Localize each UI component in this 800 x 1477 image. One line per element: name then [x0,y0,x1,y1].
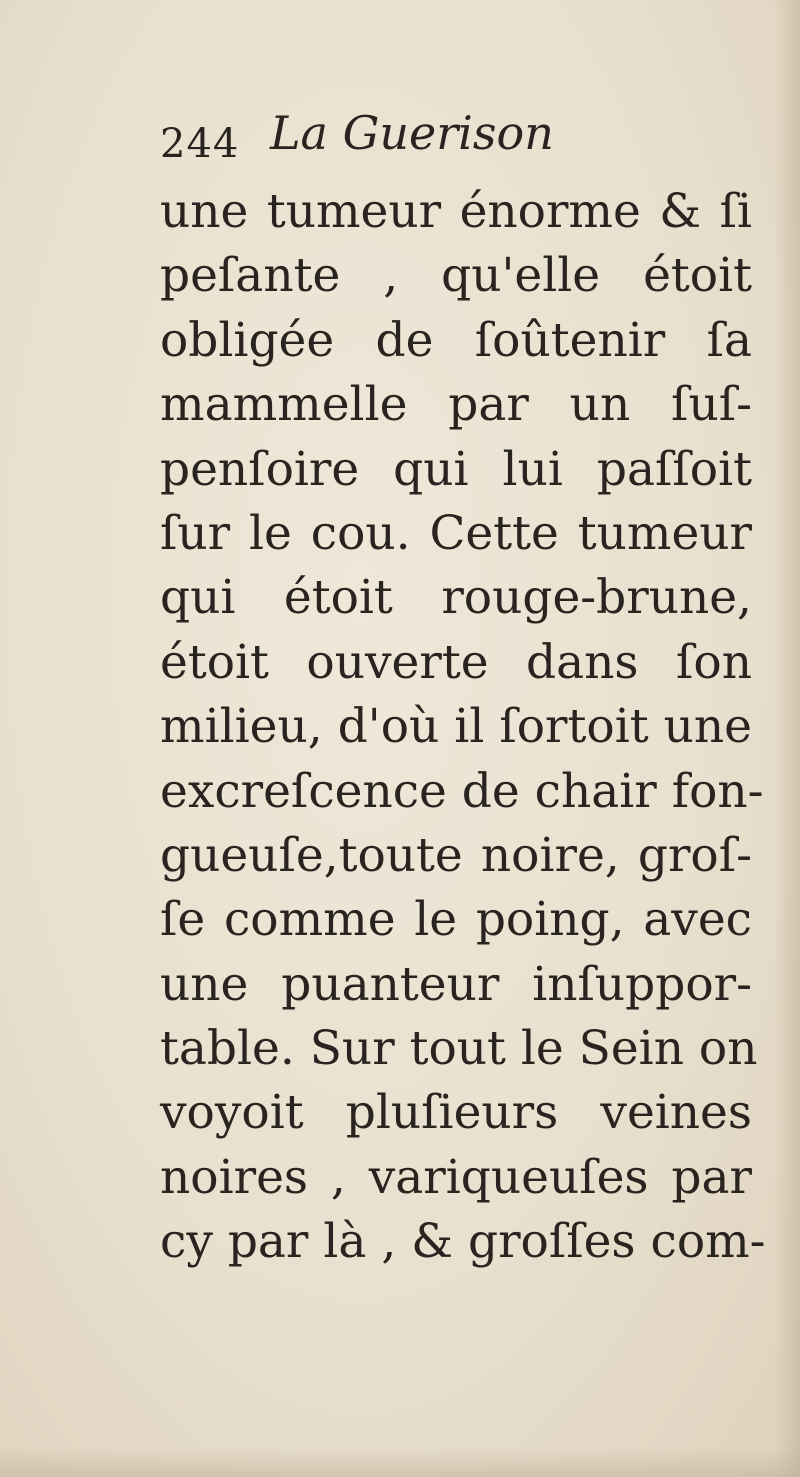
text-line: ſur le cou. Cette tumeur [160,505,752,561]
text-line: penſoire qui lui paſſoit [160,441,752,497]
text-line: table. Sur tout le Sein on [160,1021,758,1077]
text-line: voyoit pluſieurs veines [160,1085,752,1141]
text-line: milieu, d'où il ſortoit une [160,699,752,755]
text-line: une puanteur inſuppor- [160,956,752,1012]
page-bottom-shadow [0,1447,800,1477]
text-line: noires , variqueuſes par [160,1149,752,1205]
text-line: excreſcence de chair fon- [160,763,764,819]
text-line: ſe comme le poing, avec [160,892,752,948]
text-line: peſante , qu'elle étoit [160,248,752,304]
text-line: qui étoit rouge-brune, [160,570,752,626]
page-edge-shadow [774,0,800,1477]
text-line: gueuſe,toute noire, groſ- [160,827,752,883]
text-line: cy par là , & groſſes com- [160,1214,766,1270]
page-header [160,102,760,180]
running-title: La Guerison [270,106,554,160]
text-line: mammelle par un ſuſ- [160,377,752,433]
page-number: 244 [160,121,240,167]
text-line: une tumeur énorme & ſi [160,184,752,239]
text-line: étoit ouverte dans ſon [160,634,752,690]
text-block [160,102,766,1275]
text-line: obligée de ſoûtenir ſa [160,312,752,368]
